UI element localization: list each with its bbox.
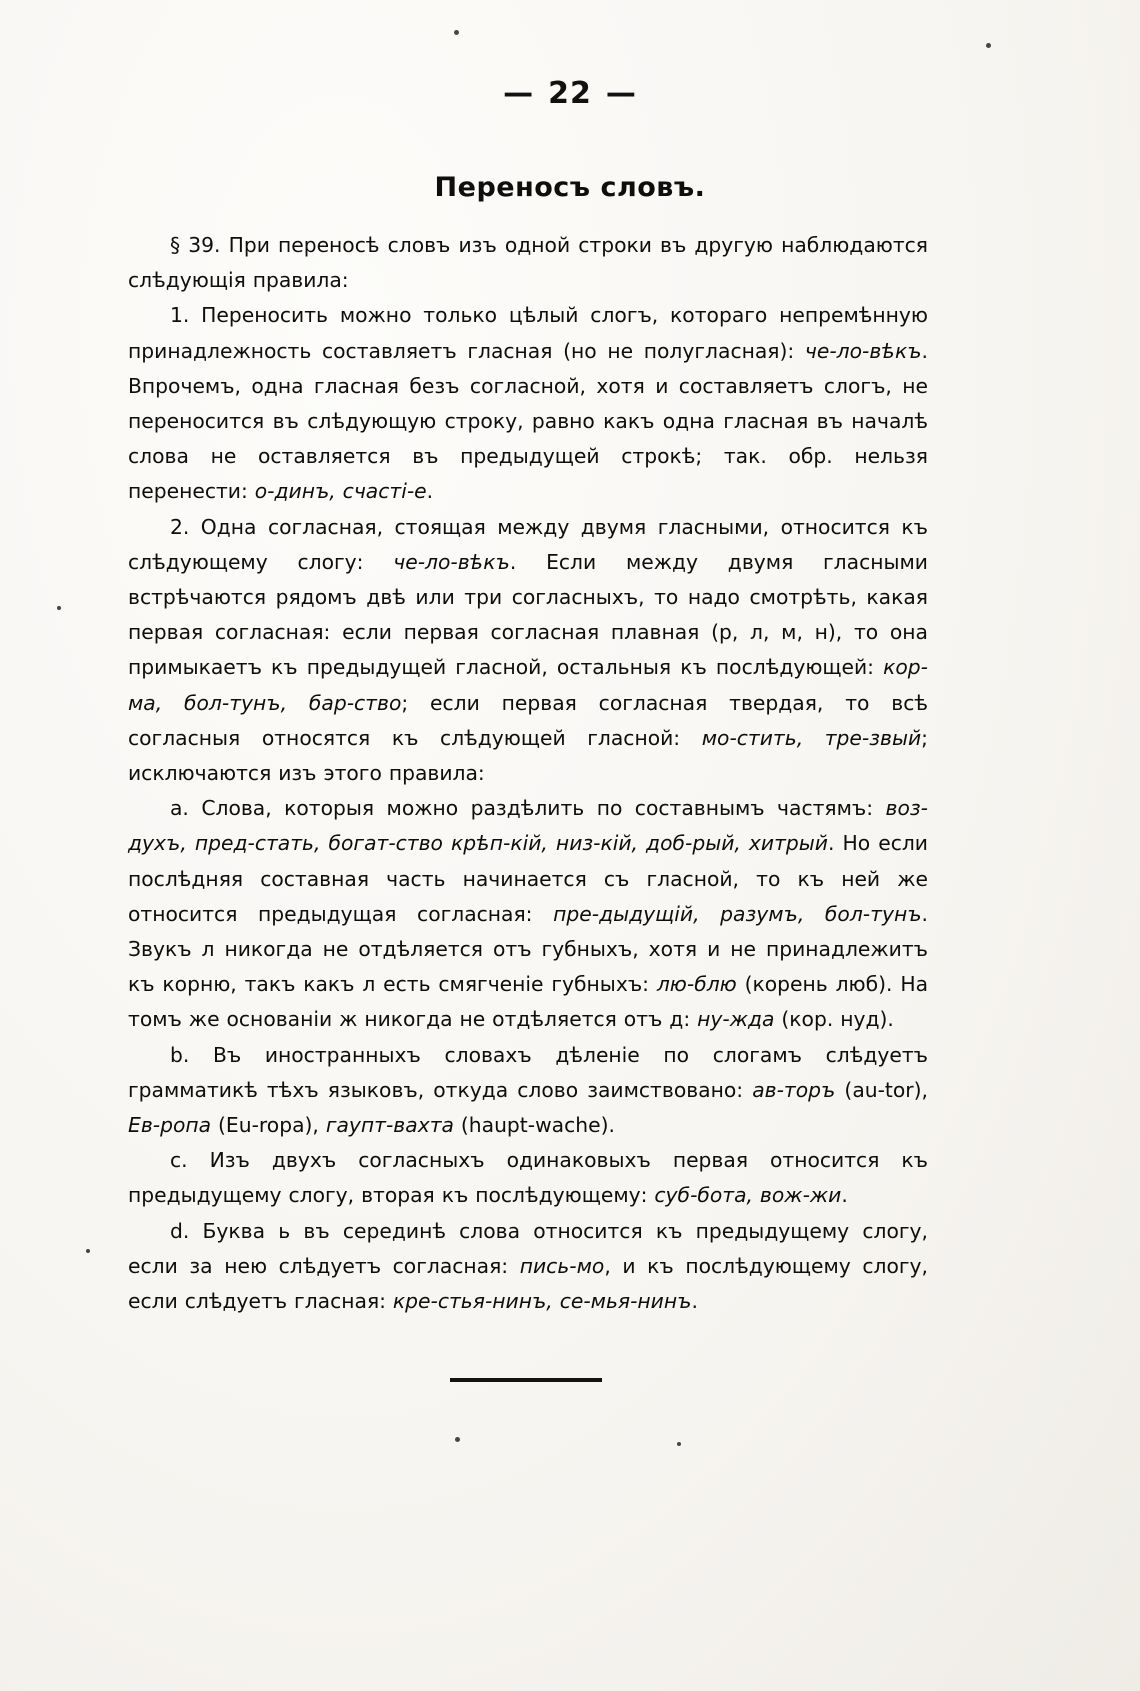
ink-speck-left-lower [86, 1249, 90, 1253]
page-title: Переносъ словъ. [434, 172, 706, 203]
paragraph-item-d: d. Буква ь въ серединѣ слова относится къ предыдущему слогу, если за нею слѣдуетъ согласная: пись-мо, и къ послѣдующему слогу, если слѣдуетъ гласная: кре-стья-нинъ, се-мья-нинъ. [128, 1218, 928, 1314]
ink-speck-bottom-right [677, 1442, 681, 1446]
page-number-dash-right: — [605, 76, 637, 111]
page-number [0, 76, 1140, 111]
paragraph-item-a: a. Слова, которыя можно раздѣлить по составнымъ частямъ: воз-духъ, пред-стать, богат-ство крѣп-кій, низ-кій, доб-рый, хитрый. Но если послѣдняя составная часть начинается съ гласной, то къ ней же относится предыдущая согласная: пре-дыдущій, разумъ, бол-тунъ. Звукъ л никогда не отдѣляется отъ губныхъ, хотя и не принадлежитъ къ корню, такъ какъ л есть смягченіе губныхъ: лю-блю (корень люб). На томъ же основаніи ж никогда не отдѣляется отъ д: ну-жда (кор. нуд). [128, 796, 929, 1032]
ink-speck-bottom [455, 1437, 460, 1442]
ink-speck-top [454, 30, 459, 35]
body-text [128, 228, 928, 1319]
ink-speck-left [57, 606, 61, 610]
paragraph-item-b: b. Въ иностранныхъ словахъ дѣленіе по слогамъ слѣдуетъ грамматикѣ тѣхъ языковъ, откуда слово заимствовано: ав-торъ (au-tor), Ев-ропа (Eu-ropa), гаупт-вахта (haupt-wache). [128, 1042, 928, 1138]
ink-speck-top-right [986, 43, 991, 48]
paragraph-section-39: § 39. При переносѣ словъ изъ одной строки въ другую наблюдаются слѣдующія правила: [128, 233, 928, 293]
page-number-value: 22 [548, 76, 592, 111]
page-number-dash-left: — [503, 76, 535, 111]
paragraph-rule-2: 2. Одна согласная, стоящая между двумя гласными, относится къ слѣдующему слогу: че-ло-вѣкъ. Если между двумя гласными встрѣчаются рядомъ двѣ или три согласныхъ, то надо смотрѣть, какая первая согласная: если первая согласная плавная (р, л, м, н), то она примыкаетъ къ предыдущей гласной, остальныя къ послѣдующей: кор-ма, бол-тунъ, бар-ство; если первая согласная твердая, то всѣ согласныя относятся къ слѣдующей гласной: мо-стить, тре-звый; исключаются изъ этого правила: [128, 514, 929, 786]
paragraph-item-c: c. Изъ двухъ согласныхъ одинаковыхъ первая относится къ предыдущему слогу, вторая къ послѣдующему: суб-бота, вож-жи. [128, 1148, 928, 1208]
section-divider-rule [450, 1378, 602, 1382]
paragraph-rule-1: 1. Переносить можно только цѣлый слогъ, котораго непремѣнную принадлежность составляетъ гласная (но не полугласная): че-ло-вѣкъ. Впрочемъ, одна гласная безъ согласной, хотя и составляетъ слогъ, не переносится въ слѣдующую строку, равно какъ одна гласная въ началѣ слова не оставляется въ предыдущей строкѣ; так. обр. нельзя перенести: о-динъ, счастi-е. [128, 303, 928, 504]
